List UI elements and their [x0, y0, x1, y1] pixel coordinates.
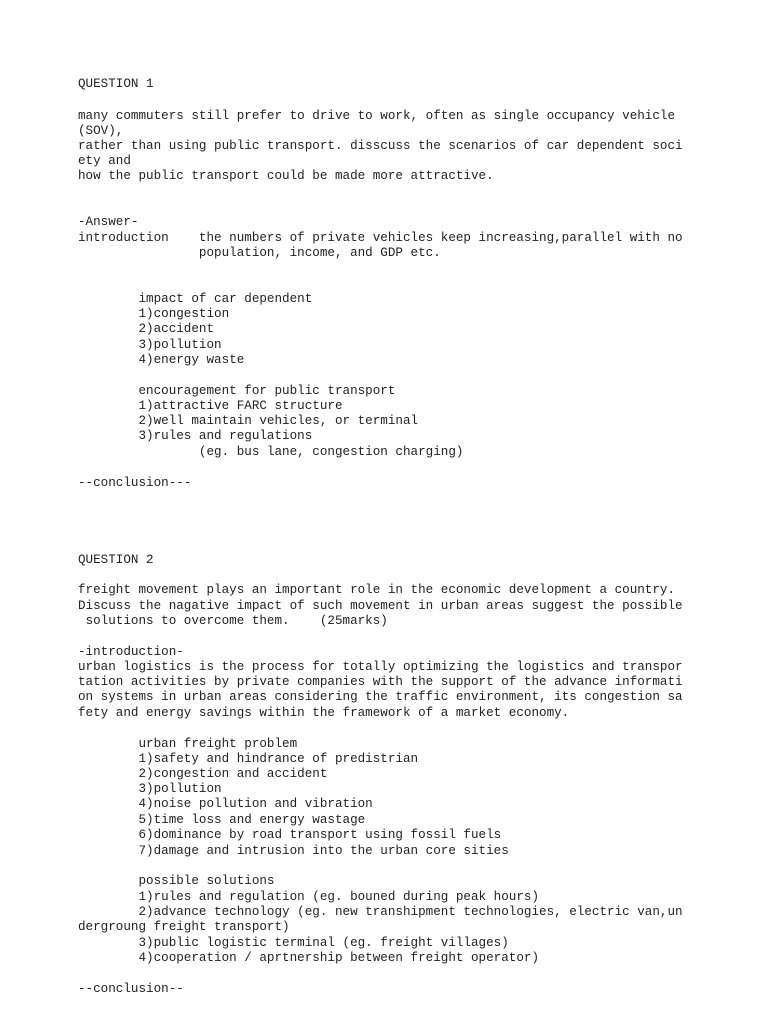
q1-encourage-item: 1)attractive FARC structure	[78, 399, 343, 413]
q2-problem-item: 4)noise pollution and vibration	[78, 797, 373, 811]
q2-problem-heading: urban freight problem	[78, 737, 298, 751]
q1-impact-item: 1)congestion	[78, 307, 230, 321]
q1-question-line: rather than using public transport. disscuss the scenarios of car dependent soci	[78, 139, 683, 153]
q2-solution-item: dergroung freight transport)	[78, 920, 290, 934]
q1-question-line: how the public transport could be made more attractive.	[78, 169, 494, 183]
q1-intro-line: introduction the numbers of private vehicles keep increasing,parallel with no	[78, 231, 683, 245]
q1-impact-item: 2)accident	[78, 322, 215, 336]
q1-encourage-heading: encouragement for public transport	[78, 384, 396, 398]
q2-intro-label: -introduction-	[78, 645, 184, 659]
q1-impact-item: 4)energy waste	[78, 353, 245, 367]
q1-encourage-note: (eg. bus lane, congestion charging)	[78, 445, 464, 459]
q2-solution-item: 3)public logistic terminal (eg. freight villages)	[78, 936, 509, 950]
q1-conclusion: --conclusion---	[78, 476, 192, 490]
q2-question-line: solutions to overcome them. (25marks)	[78, 614, 388, 628]
q2-solution-heading: possible solutions	[78, 874, 275, 888]
q1-encourage-item: 3)rules and regulations	[78, 429, 313, 443]
q2-solution-item: 1)rules and regulation (eg. bouned during peak hours)	[78, 890, 540, 904]
q1-intro-line: population, income, and GDP etc.	[78, 246, 441, 260]
q2-problem-item: 3)pollution	[78, 782, 222, 796]
q1-encourage-item: 2)well maintain vehicles, or terminal	[78, 414, 419, 428]
q2-conclusion: --conclusion--	[78, 982, 184, 996]
q2-problem-item: 2)congestion and accident	[78, 767, 328, 781]
q2-question-line: Discuss the nagative impact of such movement in urban areas suggest the possible	[78, 599, 683, 613]
q1-impact-heading: impact of car dependent	[78, 292, 313, 306]
q2-intro-line: fety and energy savings within the framework of a market economy.	[78, 706, 570, 720]
q2-problem-item: 5)time loss and energy wastage	[78, 813, 366, 827]
q1-question-line: ety and	[78, 154, 131, 168]
q2-intro-line: urban logistics is the process for totally optimizing the logistics and transpor	[78, 660, 683, 674]
q2-problem-item: 7)damage and intrusion into the urban core sities	[78, 844, 509, 858]
q2-problem-item: 6)dominance by road transport using fossil fuels	[78, 828, 502, 842]
q1-answer-label: -Answer-	[78, 215, 139, 229]
q1-question-line: many commuters still prefer to drive to work, often as single occupancy vehicle	[78, 109, 676, 123]
q1-heading: QUESTION 1	[78, 77, 154, 91]
q2-intro-line: tation activities by private companies with the support of the advance informati	[78, 675, 683, 689]
q2-problem-item: 1)safety and hindrance of predistrian	[78, 752, 419, 766]
q2-solution-item: 4)cooperation / aprtnership between freight operator)	[78, 951, 540, 965]
q2-intro-line: on systems in urban areas considering the traffic environment, its congestion sa	[78, 690, 683, 704]
q2-heading: QUESTION 2	[78, 553, 154, 567]
q1-impact-item: 3)pollution	[78, 338, 222, 352]
q1-question-line: (SOV),	[78, 124, 124, 138]
q2-solution-item: 2)advance technology (eg. new transhipment technologies, electric van,un	[78, 905, 683, 919]
q2-question-line: freight movement plays an important role in the economic development a country.	[78, 583, 676, 597]
